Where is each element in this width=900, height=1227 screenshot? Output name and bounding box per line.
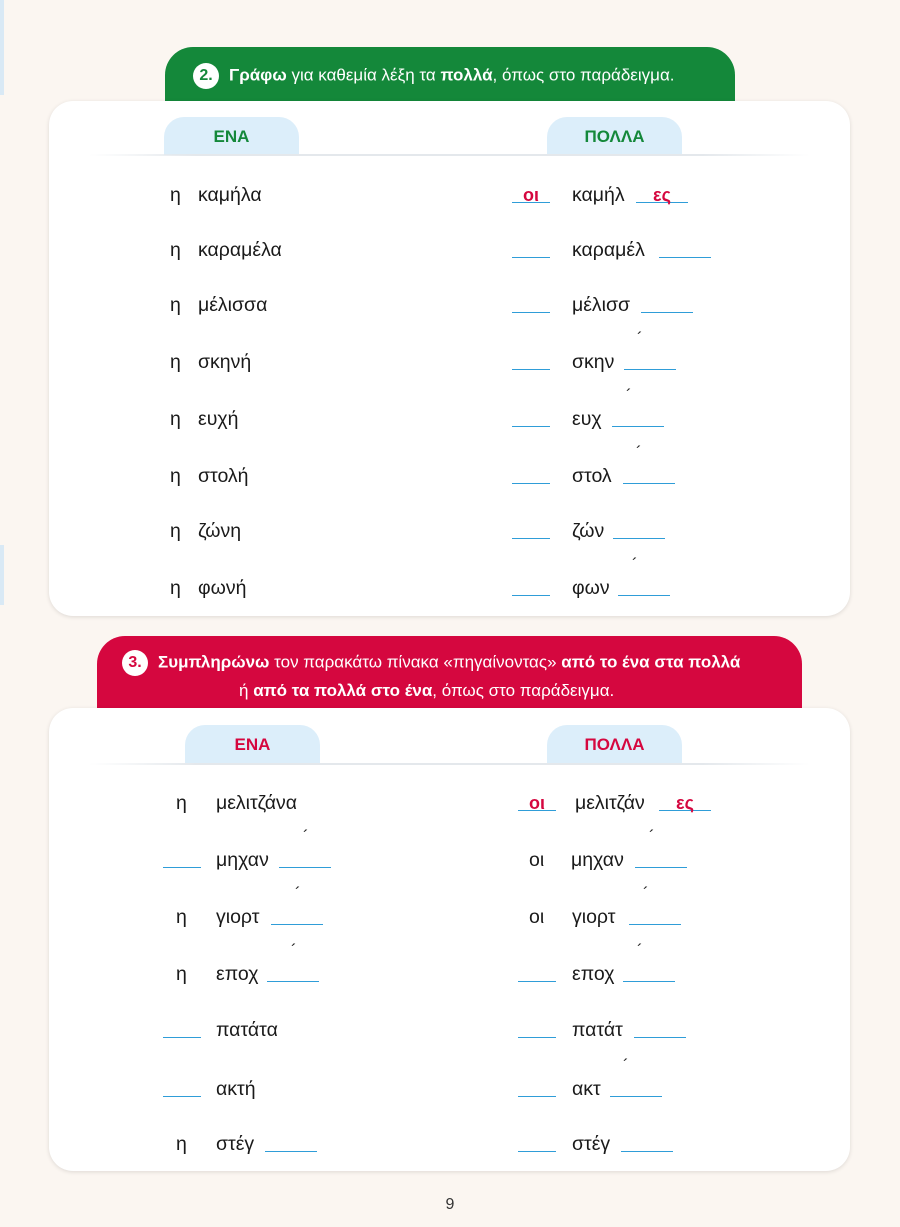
instruction-bold: από τα πολλά στο ένα [253,681,433,700]
accent-mark: ´ [637,329,643,348]
plural-stem: ζών [572,520,605,542]
instruction-text: τον παρακάτω πίνακα «πηγαίνοντας» [269,652,562,672]
article-blank[interactable] [518,1151,556,1152]
singular-word: μέλισσα [198,294,268,316]
header-divider [89,763,810,765]
plural-stem: μελιτζάν [575,792,645,814]
singular-word: σκηνή [198,351,252,373]
singular-stem: μηχαν [216,849,269,871]
plural-stem: φων [572,577,610,599]
singular-stem: γιορτ [216,906,260,928]
ending-blank[interactable] [613,538,665,539]
singular-word: ζώνη [198,520,242,542]
singular-word: πατάτα [216,1019,278,1041]
page-edge-mark [0,545,4,605]
header-many: ΠΟΛΛΑ [547,725,682,763]
ending-blank[interactable] [618,595,670,596]
singular-word: μελιτζάνα [216,792,298,814]
instruction-text: , όπως στο παράδειγμα. [432,681,615,700]
article: η [170,520,181,542]
article-blank[interactable] [512,538,550,539]
accent-mark: ´ [637,941,643,960]
article-blank[interactable] [518,1037,556,1038]
article: η [176,963,187,985]
page-number: 9 [445,1196,455,1213]
plural-stem: εποχ [572,963,615,985]
instruction-text: ή [239,681,254,700]
plural-stem: στέγ [572,1133,611,1155]
accent-mark: ´ [626,386,632,405]
example-answer: ες [653,185,671,205]
accent-mark: ´ [303,827,309,846]
article: η [170,294,181,316]
instruction-bold: πολλά [440,65,493,85]
accent-mark: ´ [291,941,297,960]
article: οι [529,849,545,871]
exercise-3-instruction [97,636,802,714]
ending-blank[interactable] [265,1151,317,1152]
plural-stem: στολ [572,465,612,487]
article: οι [529,906,545,928]
ending-blank[interactable] [612,426,664,427]
plural-stem: καμήλ [572,184,625,206]
plural-stem: πατάτ [572,1019,623,1041]
article-blank[interactable] [512,483,550,484]
singular-word: καμήλα [198,184,262,206]
ending-blank[interactable] [635,867,687,868]
article-blank[interactable] [163,867,201,868]
accent-mark: ´ [623,1056,629,1075]
header-one: ΕΝΑ [164,117,299,155]
ending-blank[interactable] [634,1037,686,1038]
instruction-text: για καθεμία λέξη τα [286,65,441,85]
article-blank[interactable] [512,257,550,258]
ending-blank[interactable] [623,483,675,484]
plural-stem: καραμέλ [572,239,645,261]
article-blank[interactable] [512,312,550,313]
plural-stem: μηχαν [571,849,624,871]
article-blank[interactable] [163,1096,201,1097]
article: η [170,239,181,261]
article: η [176,906,187,928]
article: η [176,792,187,814]
accent-mark: ´ [649,827,655,846]
ending-blank[interactable] [641,312,693,313]
ending-blank[interactable] [610,1096,662,1097]
plural-stem: ακτ [572,1078,601,1100]
ending-blank[interactable] [623,981,675,982]
article-blank[interactable] [163,1037,201,1038]
singular-word: καραμέλα [198,239,282,261]
exercise-2-instruction [165,47,735,105]
ending-blank[interactable] [271,924,323,925]
instruction-bold: Συμπληρώνω [158,652,270,672]
accent-mark: ´ [636,443,642,462]
article: η [170,577,181,599]
exercise-2-card [49,101,850,616]
ending-blank[interactable] [621,1151,673,1152]
ending-blank[interactable] [629,924,681,925]
example-answer: οι [529,793,545,813]
singular-word: στολή [198,465,249,487]
article-blank[interactable] [518,1096,556,1097]
article: η [170,408,181,430]
singular-stem: στέγ [216,1133,255,1155]
singular-word: φωνή [198,577,247,599]
header-one: ΕΝΑ [185,725,320,763]
accent-mark: ´ [632,555,638,574]
article: η [176,1133,187,1155]
plural-stem: γιορτ [572,906,616,928]
exercise-number-badge: 3. [122,650,148,676]
article-blank[interactable] [512,595,550,596]
header-divider [89,154,810,156]
header-many: ΠΟΛΛΑ [547,117,682,155]
plural-stem: σκην [572,351,615,373]
example-answer: οι [523,185,539,205]
exercise-number-badge: 2. [193,63,219,89]
ending-blank[interactable] [279,867,331,868]
instruction-bold: από το ένα στα πολλά [561,652,741,672]
article-blank[interactable] [518,981,556,982]
article: η [170,465,181,487]
ending-blank[interactable] [267,981,319,982]
plural-stem: μέλισσ [572,294,631,316]
article-blank[interactable] [512,426,550,427]
instruction-bold: Γράφω [229,65,287,85]
singular-word: ευχή [198,408,239,430]
article: η [170,184,181,206]
exercise-3-card [49,708,850,1171]
plural-stem: ευχ [572,408,602,430]
singular-stem: εποχ [216,963,259,985]
page-edge-mark [0,0,4,95]
ending-blank[interactable] [659,257,711,258]
example-answer: ες [676,793,694,813]
accent-mark: ´ [643,884,649,903]
article-blank[interactable] [512,369,550,370]
article: η [170,351,181,373]
accent-mark: ´ [295,884,301,903]
instruction-text: , όπως στο παράδειγμα. [492,65,675,85]
ending-blank[interactable] [624,369,676,370]
singular-word: ακτή [216,1078,256,1100]
